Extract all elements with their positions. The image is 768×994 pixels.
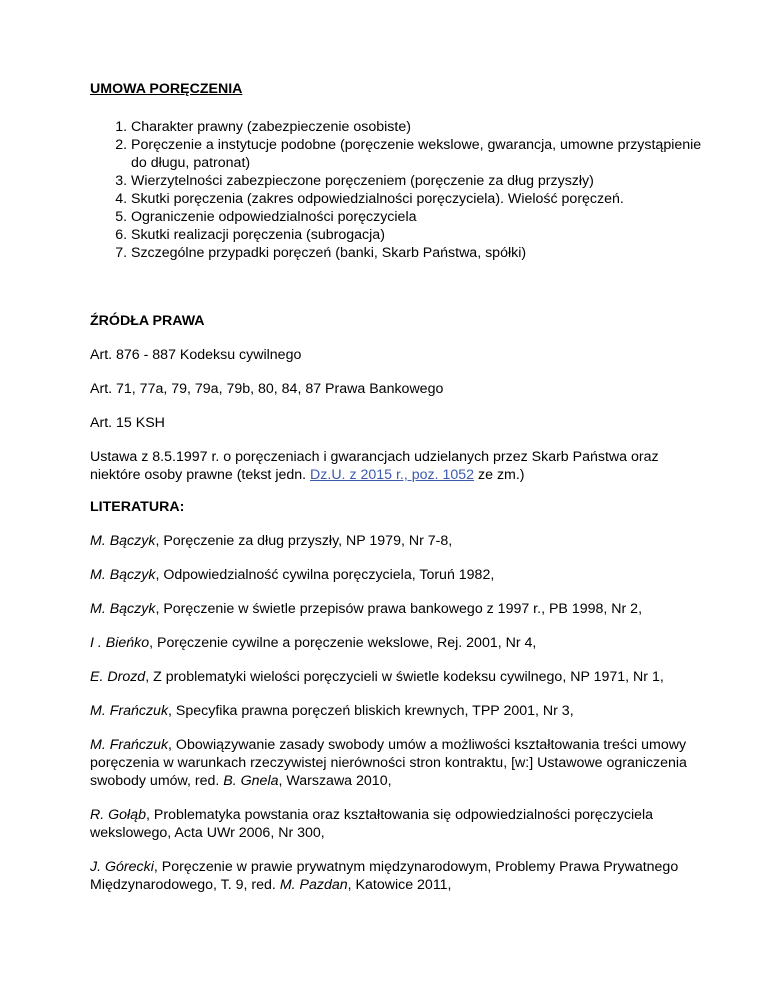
dz-u-link[interactable]: Dz.U. z 2015 r., poz. 1052 bbox=[310, 467, 475, 483]
entry-tail: , Katowice 2011, bbox=[347, 877, 452, 893]
literature-entry bbox=[90, 634, 710, 652]
author: M. Bączyk bbox=[90, 533, 156, 549]
entry-text: , Problematyka powstania oraz kształtowania się odpowiedzialności poręczyciela wekslowego, Acta UWr 2006, Nr 300, bbox=[90, 807, 654, 841]
list-item: 6. Skutki realizacji poręczenia (subrogacja) bbox=[131, 226, 710, 244]
author: M. Bączyk bbox=[90, 601, 156, 617]
entry-text: , Specyfika prawna poręczeń bliskich krewnych, TPP 2001, Nr 3, bbox=[168, 703, 574, 719]
section-title-umowa: UMOWA PORĘCZENIA bbox=[90, 81, 243, 97]
author: I . Bieńko bbox=[90, 635, 150, 651]
literature-entry bbox=[90, 668, 710, 686]
literature-entry bbox=[90, 600, 710, 618]
list-item: 5. Ograniczenie odpowiedzialności poręczyciela bbox=[131, 208, 710, 226]
list-item: 7. Szczególne przypadki poręczeń (banki, Skarb Państwa, spółki) bbox=[131, 244, 710, 262]
ustawa-paragraph bbox=[90, 448, 710, 484]
author: M. Frańczuk bbox=[90, 703, 169, 719]
literature-entry bbox=[90, 566, 710, 584]
topics-list bbox=[90, 118, 710, 262]
author: M. Frańczuk bbox=[90, 737, 169, 753]
author: E. Drozd bbox=[90, 669, 146, 685]
editor: M. Pazdan bbox=[279, 877, 348, 893]
literature-entry bbox=[90, 736, 710, 790]
literature-entry bbox=[90, 702, 710, 720]
entry-text: , Poręczenie cywilne a poręczenie wekslowe, Rej. 2001, Nr 4, bbox=[149, 635, 537, 651]
section-title-zrodla: ŹRÓDŁA PRAWA bbox=[90, 313, 205, 329]
editor: B. Gnela bbox=[223, 773, 279, 789]
literature-entry bbox=[90, 858, 710, 894]
author: R. Gołąb bbox=[90, 807, 146, 823]
entry-text: , Obowiązywanie zasady swobody umów a możliwości kształtowania treści umowy poręczenia w warunkach rzeczywistej nierówności stron kontraktu, [w:] Ustawowe ograniczenia swobody umów, red. bbox=[90, 737, 687, 789]
ustawa-suffix: ze zm.) bbox=[474, 467, 525, 483]
author: M. Bączyk bbox=[90, 567, 156, 583]
section-title-literatura: LITERATURA: bbox=[90, 499, 185, 515]
entry-text: , Odpowiedzialność cywilna poręczyciela, Toruń 1982, bbox=[155, 567, 495, 583]
source-line: Art. 876 - 887 Kodeksu cywilnego bbox=[90, 347, 302, 363]
list-item: 1. Charakter prawny (zabezpieczenie osobiste) bbox=[131, 118, 710, 136]
source-line: Art. 71, 77a, 79, 79a, 79b, 80, 84, 87 Prawa Bankowego bbox=[90, 381, 444, 397]
entry-text: , Poręczenie za dług przyszły, NP 1979, Nr 7-8, bbox=[155, 533, 453, 549]
author: J. Górecki bbox=[90, 859, 154, 875]
document-page bbox=[90, 80, 710, 894]
source-line: Art. 15 KSH bbox=[90, 415, 165, 431]
literature-entry bbox=[90, 806, 710, 842]
list-item: 3. Wierzytelności zabezpieczone poręczeniem (poręczenie za dług przyszły) bbox=[131, 172, 710, 190]
literature-entry bbox=[90, 532, 710, 550]
entry-text: , Poręczenie w świetle przepisów prawa bankowego z 1997 r., PB 1998, Nr 2, bbox=[155, 601, 643, 617]
entry-text: , Z problematyki wielości poręczycieli w świetle kodeksu cywilnego, NP 1971, Nr 1, bbox=[145, 669, 664, 685]
entry-tail: , Warszawa 2010, bbox=[278, 773, 392, 789]
list-item: 4. Skutki poręczenia (zakres odpowiedzialności poręczyciela). Wielość poręczeń. bbox=[131, 190, 710, 208]
ustawa-text: Ustawa z 8.5.1997 r. o poręczeniach i gwarancjach udzielanych przez Skarb Państwa oraz niektóre osoby prawne (tekst jedn. bbox=[90, 449, 659, 483]
list-item: 2. Poręczenie a instytucje podobne (poręczenie wekslowe, gwarancja, umowne przystąpienie do długu, patronat) bbox=[131, 136, 710, 172]
entry-text: , Poręczenie w prawie prywatnym międzynarodowym, Problemy Prawa Prywatnego Międzynarodowego, T. 9, red. bbox=[90, 859, 679, 893]
